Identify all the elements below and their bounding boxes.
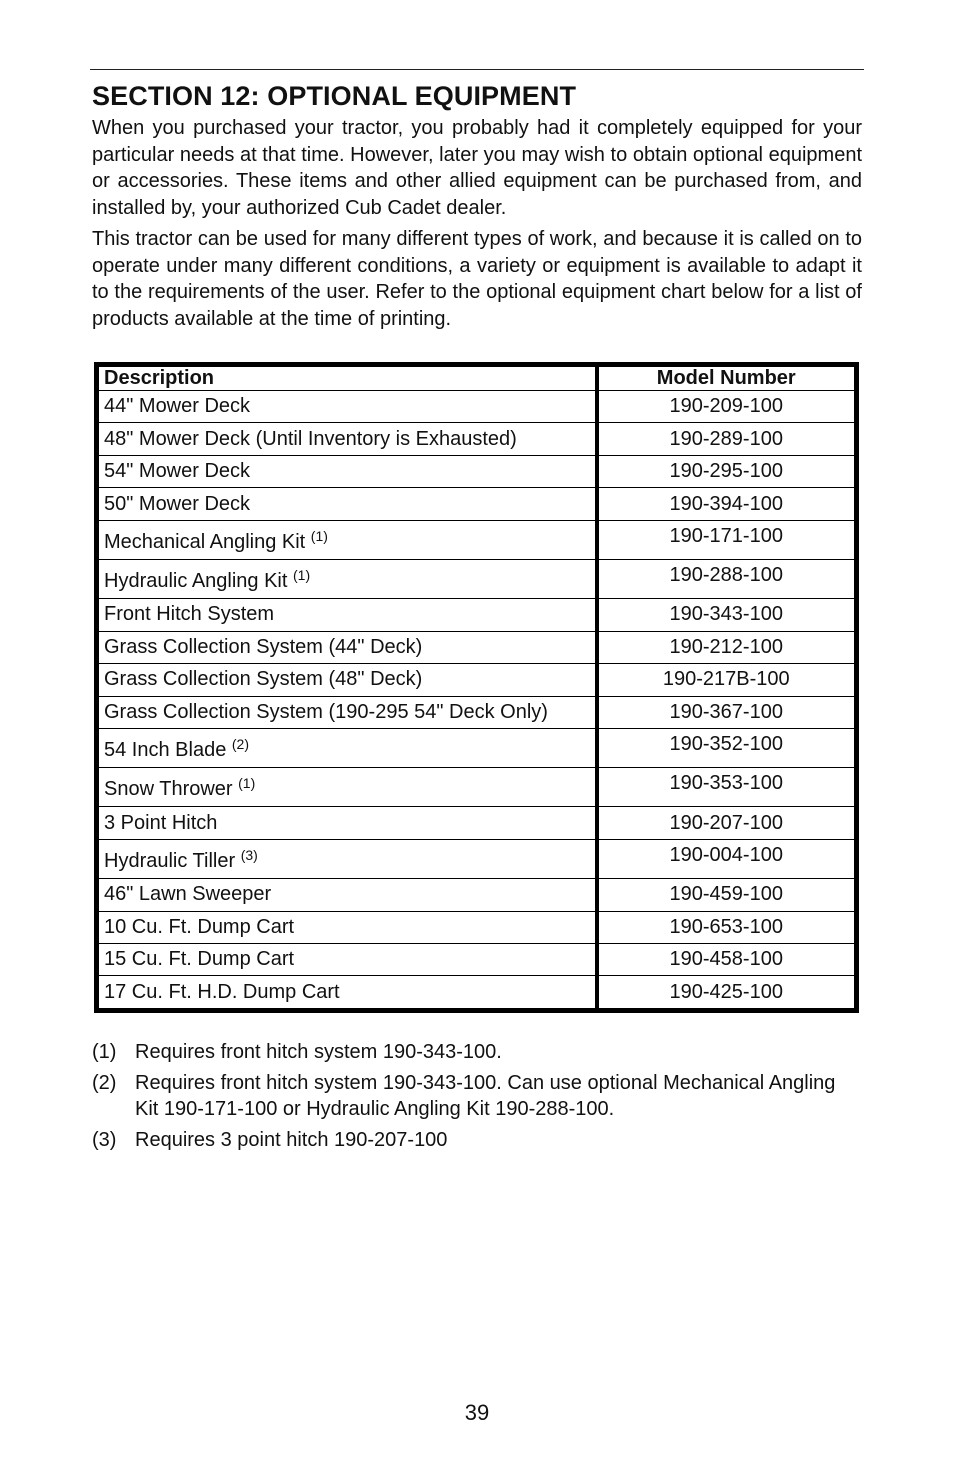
description-cell xyxy=(99,520,597,559)
description-text: 15 Cu. Ft. Dump Cart xyxy=(104,948,295,971)
model-number-cell: 190-288-100 xyxy=(597,560,855,599)
description-text: 46" Lawn Sweeper xyxy=(104,883,272,906)
description-text: Grass Collection System (44" Deck) xyxy=(104,635,423,658)
description-cell xyxy=(99,423,597,455)
footnote-ref: (3) xyxy=(240,847,258,864)
footnote-number: (3) xyxy=(92,1128,117,1151)
footnote-text: Requires 3 point hitch 190-207-100 xyxy=(135,1128,448,1151)
table-row xyxy=(99,696,855,728)
description-text: Snow Thrower xyxy=(104,778,233,801)
description-text: Grass Collection System (190-295 54" Deck Only) xyxy=(104,700,548,723)
table-row xyxy=(99,391,855,423)
table-row xyxy=(99,807,855,839)
section-title: SECTION 12: OPTIONAL EQUIPMENT xyxy=(92,81,577,111)
model-number-cell: 190-343-100 xyxy=(597,599,855,631)
description-cell xyxy=(99,488,597,520)
intro-paragraph-2: This tractor can be used for many different types of work, and because it is called on to operate under many different conditions, a variety or equipment is available to adapt it to the requirements of the user. Refer to the optional equipment chart below for a list of products available at the time of printing. xyxy=(92,228,862,330)
model-number-cell: 190-295-100 xyxy=(597,455,855,487)
description-text: Hydraulic Angling Kit xyxy=(104,570,288,593)
model-number-cell: 190-289-100 xyxy=(597,423,855,455)
description-cell xyxy=(99,455,597,487)
table-row xyxy=(99,729,855,768)
table-row xyxy=(99,423,855,455)
table-row xyxy=(99,839,855,878)
model-number-cell: 190-004-100 xyxy=(597,839,855,878)
model-number-cell: 190-217B-100 xyxy=(597,664,855,696)
description-cell xyxy=(99,911,597,943)
description-cell xyxy=(99,560,597,599)
footnote-ref: (1) xyxy=(310,528,328,545)
table-row xyxy=(99,664,855,696)
description-cell xyxy=(99,631,597,663)
footnotes xyxy=(92,1039,862,1157)
description-text: 54 Inch Blade xyxy=(104,739,227,762)
description-text: 10 Cu. Ft. Dump Cart xyxy=(104,915,295,938)
table-row xyxy=(99,488,855,520)
equipment-table xyxy=(94,362,859,1013)
model-number-cell: 190-171-100 xyxy=(597,520,855,559)
description-cell xyxy=(99,976,597,1009)
description-cell xyxy=(99,664,597,696)
description-text: 3 Point Hitch xyxy=(104,811,218,834)
table-row xyxy=(99,455,855,487)
description-cell xyxy=(99,729,597,768)
description-text: Hydraulic Tiller xyxy=(104,850,236,873)
model-number-cell: 190-352-100 xyxy=(597,729,855,768)
top-rule xyxy=(90,69,864,70)
description-text: 50" Mower Deck xyxy=(104,492,251,515)
table-row xyxy=(99,944,855,976)
model-number-cell: 190-209-100 xyxy=(597,391,855,423)
description-cell xyxy=(99,768,597,807)
description-cell xyxy=(99,391,597,423)
description-text: Mechanical Angling Kit xyxy=(104,531,306,554)
model-number-cell: 190-458-100 xyxy=(597,944,855,976)
footnote-ref: (2) xyxy=(231,736,250,753)
description-text: Grass Collection System (48" Deck) xyxy=(104,668,423,691)
description-cell xyxy=(99,839,597,878)
table-body xyxy=(99,391,855,1009)
table-row xyxy=(99,768,855,807)
model-number-cell: 190-653-100 xyxy=(597,911,855,943)
model-number-cell: 190-207-100 xyxy=(597,807,855,839)
footnote-number: (1) xyxy=(92,1041,117,1063)
table-row xyxy=(99,599,855,631)
table-row xyxy=(99,520,855,559)
footnote-ref: (1) xyxy=(293,567,311,584)
description-cell xyxy=(99,599,597,631)
table-row xyxy=(99,560,855,599)
footnote-text: Requires front hitch system 190-343-100. Can use optional Mechanical Angling Kit 190-171-100 or Hydraulic Angling Kit 190-288-100. xyxy=(135,1071,836,1120)
description-header: Description xyxy=(99,367,597,391)
description-text: 44" Mower Deck xyxy=(104,395,251,418)
table-row xyxy=(99,911,855,943)
table-header-row xyxy=(99,367,855,391)
description-text: Front Hitch System xyxy=(104,603,275,626)
model-number-cell: 190-425-100 xyxy=(597,976,855,1009)
table-row xyxy=(99,631,855,663)
model-number-cell: 190-394-100 xyxy=(597,488,855,520)
footnote-ref: (1) xyxy=(238,775,256,792)
model-number-header: Model Number xyxy=(597,367,855,391)
table-row xyxy=(99,879,855,911)
footnote-text: Requires front hitch system 190-343-100. xyxy=(135,1041,502,1063)
footnote-3 xyxy=(92,1127,862,1154)
description-text: 48" Mower Deck (Until Inventory is Exhausted) xyxy=(104,427,517,450)
footnote-1 xyxy=(92,1039,862,1066)
footnote-2 xyxy=(92,1070,862,1123)
description-text: 54" Mower Deck xyxy=(104,460,251,483)
model-number-cell: 190-367-100 xyxy=(597,696,855,728)
model-number-cell: 190-353-100 xyxy=(597,768,855,807)
description-cell xyxy=(99,807,597,839)
table-row xyxy=(99,976,855,1009)
description-cell xyxy=(99,696,597,728)
description-text: 17 Cu. Ft. H.D. Dump Cart xyxy=(104,980,340,1003)
description-cell xyxy=(99,944,597,976)
description-cell xyxy=(99,879,597,911)
footnote-number: (2) xyxy=(92,1071,117,1094)
model-number-cell: 190-459-100 xyxy=(597,879,855,911)
model-number-cell: 190-212-100 xyxy=(597,631,855,663)
page-number: 39 xyxy=(464,1400,490,1425)
intro-paragraph-1: When you purchased your tractor, you probably had it completely equipped for your particular needs at that time. However, later you may wish to obtain optional equipment or accessories. These items and other allied equipment can be purchased from, and installed by, your authorized Cub Cadet dealer. xyxy=(92,117,862,219)
